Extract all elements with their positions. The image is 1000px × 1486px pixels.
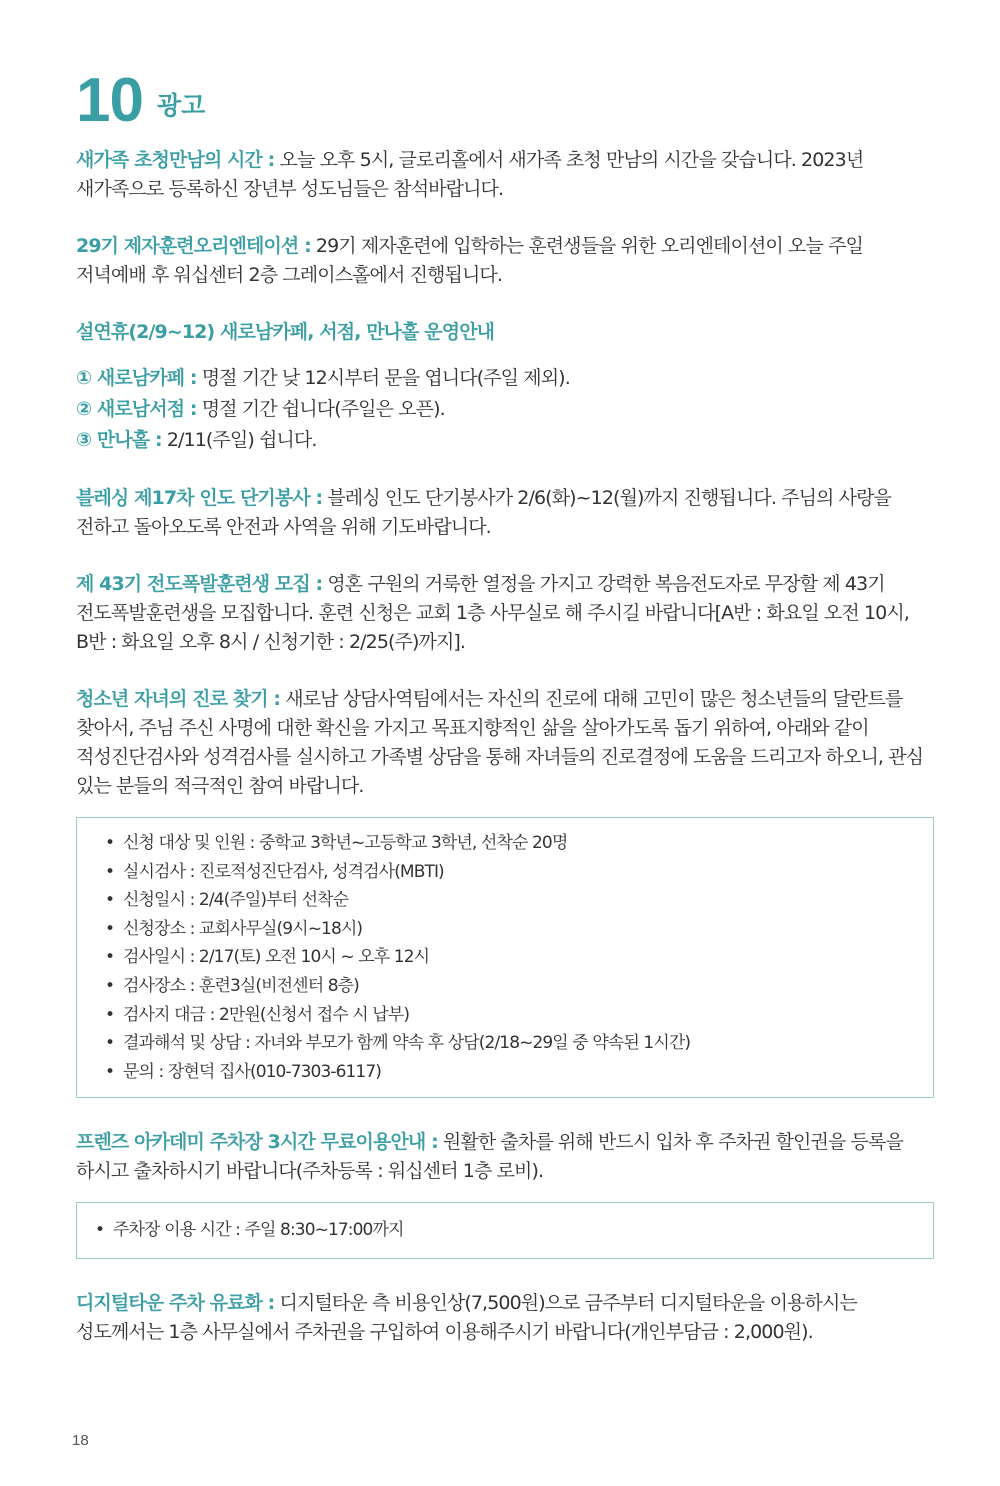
notice-text: 새로남 상담사역팀에서는 자신의 진로에 대해 고민이 많은 청소년들의 달란트를 찾아서, 주님 주신 사명에 대한 확신을 가지고 목표지향적인 삶을 살아가도록 돕기 위하여, 아래와 같이 적성진단검사와 성격검사를 실시하고 가족별 상담을 통해 자녀들의 진로결정에 도움을 드리고자 하오니, 관심 있는 분들의 적극적인 참여 바랍니다. [76,688,924,797]
notice-label: ③ 만나홀 : [76,429,162,451]
list-item: • 검사일시 : 2/17(토) 오전 10시 ~ 오후 12시 [105,943,909,972]
notice-text: 블레싱 인도 단기봉사가 2/6(화)~12(월)까지 진행됩니다. 주님의 사랑을 전하고 돌아오도록 안전과 사역을 위해 기도바랍니다. [76,487,891,538]
page-number: 18 [72,1432,89,1449]
notice-text: 명절 기간 쉽니다(주일은 오픈). [196,398,445,420]
notice-label: 29기 제자훈련오리엔테이션 : [76,235,311,257]
list-item: • 신청장소 : 교회사무실(9시~18시) [105,915,909,944]
notice-text: 명절 기간 낮 12시부터 문을 엽니다(주일 제외). [196,367,570,389]
holiday-row-bookstore [76,394,934,425]
notice-india-mission [76,484,934,542]
notice-discipleship-orientation [76,232,934,290]
list-item: • 신청 대상 및 인원 : 중학교 3학년~고등학교 3학년, 선착순 20명 [105,829,909,858]
notice-label: 프렌즈 아카데미 주차장 3시간 무료이용안내 : [76,1131,438,1154]
notice-label: 새가족 초청만남의 시간 : [76,149,275,171]
notice-label: ② 새로남서점 : [76,398,197,420]
list-item: • 실시검사 : 진로적성진단검사, 성격검사(MBTI) [105,858,909,887]
notice-text: 오늘 오후 5시, 글로리홀에서 새가족 초청 만남의 시간을 갖습니다. 2023년 새가족으로 등록하신 장년부 성도님들은 참석바랍니다. [76,149,864,200]
notice-label: 블레싱 제17차 인도 단기봉사 : [76,487,323,509]
notice-text: 2/11(주일) 쉽니다. [161,429,317,451]
list-item: • 검사지 대금 : 2만원(신청서 접수 시 납부) [105,1001,909,1030]
parking-info-box [76,1202,934,1259]
list-item: • 문의 : 장현덕 집사(010-7303-6117) [105,1058,909,1087]
holiday-row-manna [76,425,934,456]
career-info-box [76,817,934,1098]
notice-label: 디지털타운 주차 유료화 : [76,1291,275,1314]
section-number: 10 [76,66,143,135]
notice-text: 디지털타운 측 비용인상(7,500원)으로 금주부터 디지털타운을 이용하시는 성도께서는 1층 사무실에서 주차권을 구입하여 이용해주시기 바랍니다(개인부담금 : 2,000원). [76,1291,857,1343]
notice-label: 청소년 자녀의 진로 찾기 : [76,688,281,710]
notice-digital-town-parking [76,1289,934,1347]
notice-parking-free [76,1128,934,1186]
list-item: • 검사장소 : 훈련3실(비전센터 8층) [105,972,909,1001]
notice-youth-career [76,685,934,801]
notice-text: 영혼 구원의 거룩한 열정을 가지고 강력한 복음전도자로 무장할 제 43기 전도폭발훈련생을 모집합니다. 훈련 신청은 교회 1층 사무실로 해 주시길 바랍니다[A반 : 화요일 오전 10시, B반 : 화요일 오후 8시 / 신청기한 : 2/25(주)까지]. [76,573,909,653]
notice-text: 29기 제자훈련에 입학하는 훈련생들을 위한 오리엔테이션이 오늘 주일 저녁예배 후 워십센터 2층 그레이스홀에서 진행됩니다. [76,235,863,286]
notice-label: ① 새로남카페 : [76,367,197,389]
holiday-row-cafe [76,363,934,394]
list-item: • 주차장 이용 시간 : 주일 8:30~17:00까지 [95,1216,909,1245]
notice-text: 원활한 출차를 위해 반드시 입차 후 주차권 할인권을 등록을 하시고 출차하시기 바랍니다(주차등록 : 워십센터 1층 로비). [76,1131,903,1183]
section-header [76,66,934,135]
notice-evangelism-training [76,570,934,657]
holiday-list [76,363,934,456]
list-item: • 신청일시 : 2/4(주일)부터 선착순 [105,886,909,915]
list-item: • 결과해석 및 상담 : 자녀와 부모가 함께 약속 후 상담(2/18~29일 중 약속된 1시간) [105,1029,909,1058]
page-content [76,66,934,1375]
holiday-title: 설연휴(2/9~12) 새로남카페, 서점, 만나홀 운영안내 [76,321,495,343]
section-title: 광고 [156,91,206,120]
notice-label: 제 43기 전도폭발훈련생 모집 : [76,573,323,595]
notice-new-family [76,146,934,204]
